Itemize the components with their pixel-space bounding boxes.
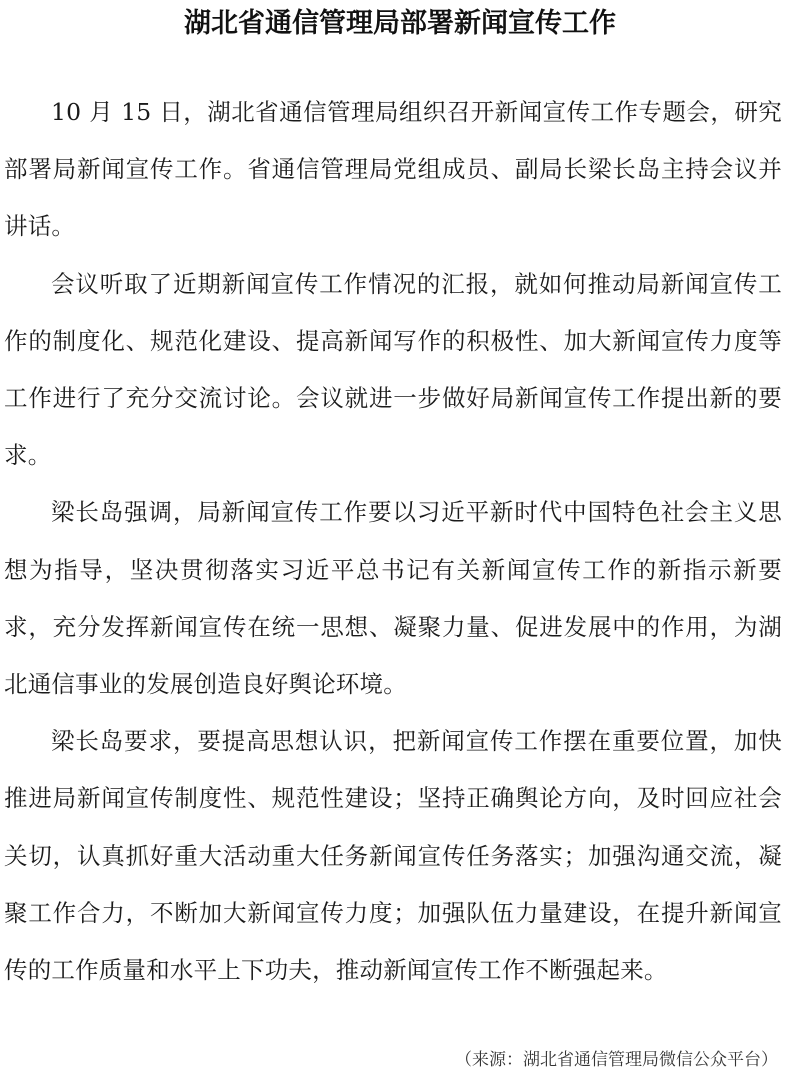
- paragraph-requirements: 梁长岛要求，要提高思想认识，把新闻宣传工作摆在重要位置，加快推进局新闻宣传制度性、规范性建设；坚持正确舆论方向，及时回应社会关切，认真抓好重大活动重大任务新闻宣传任务落实；加强沟通交流，凝聚工作合力，不断加大新闻宣传力度；加强队伍力量建设，在提升新闻宣传的工作质量和水平上下功夫，推动新闻宣传工作不断强起来。: [4, 727, 782, 985]
- article-body: [4, 84, 782, 999]
- paragraph-meeting-intro: 10 月 15 日，湖北省通信管理局组织召开新闻宣传工作专题会，研究部署局新闻宣传工作。省通信管理局党组成员、副局长梁长岛主持会议并讲话。: [4, 98, 782, 241]
- paragraph-emphasis: 梁长岛强调，局新闻宣传工作要以习近平新时代中国特色社会主义思想为指导，坚决贯彻落实习近平总书记有关新闻宣传工作的新指示新要求，充分发挥新闻宣传在统一思想、凝聚力量、促进发展中的作用，为湖北通信事业的发展创造良好舆论环境。: [4, 498, 782, 699]
- paragraph-meeting-discussion: 会议听取了近期新闻宣传工作情况的汇报，就如何推动局新闻宣传工作的制度化、规范化建设、提高新闻写作的积极性、加大新闻宣传力度等工作进行了充分交流讨论。会议就进一步做好局新闻宣传工作提出新的要求。: [4, 269, 782, 470]
- article-title: 湖北省通信管理局部署新闻宣传工作: [184, 8, 616, 39]
- article-source: （来源：湖北省通信管理局微信公众平台）: [455, 1050, 778, 1070]
